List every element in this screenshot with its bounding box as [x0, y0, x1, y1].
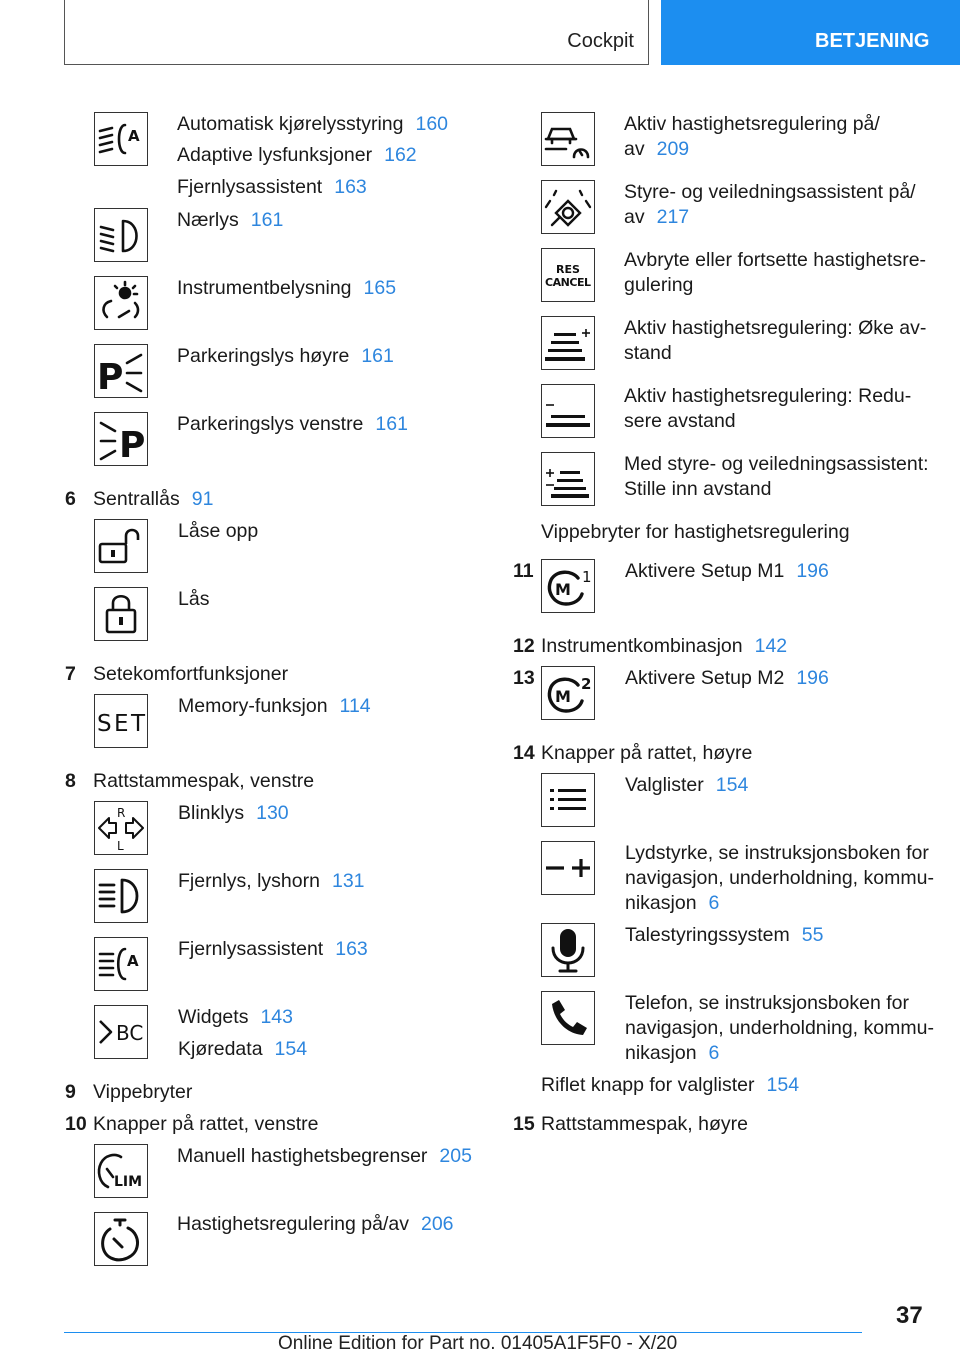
list-item: Talestyringssystem 55 — [625, 924, 824, 946]
footer-edition: Online Edition for Part no. 01405A1F5F0 - X/20 — [278, 1333, 678, 1354]
lock-icon — [94, 587, 148, 641]
volume-icon — [541, 841, 595, 895]
list-item: Styre- og veiledningsassistent på/ — [624, 181, 916, 203]
list-item: Kjøredata 154 — [178, 1038, 308, 1060]
item-title: Setekomfortfunksjoner — [93, 663, 289, 685]
svg-text:P: P — [119, 425, 146, 465]
list-item: Stille inn avstand — [624, 478, 772, 500]
list-item: Widgets 143 — [178, 1006, 293, 1028]
list-item: Aktiv hastighetsregulering: Øke av- — [624, 317, 927, 339]
list-item: av 209 — [624, 138, 690, 160]
svg-text:M: M — [555, 580, 571, 599]
item-title: Rattstammespak, venstre — [93, 770, 315, 792]
list-item: Lås — [178, 588, 210, 610]
automatic-high-beam-icon — [94, 112, 148, 166]
list-item: Aktivere Setup M2 196 — [625, 667, 829, 689]
list-item: Aktiv hastighetsregulering: Redu- — [624, 385, 912, 407]
svg-text:2: 2 — [581, 675, 592, 693]
list-item: Hastighetsregulering på/av 206 — [177, 1213, 454, 1235]
list-item: Lydstyrke, se instruksjonsboken for — [625, 842, 929, 864]
cancel-label: CANCEL — [545, 276, 591, 289]
item-number: 11 — [513, 560, 534, 582]
list-item: navigasjon, underholdning, kommu- — [625, 867, 934, 889]
list-item: Adaptive lysfunksjoner 162 — [177, 144, 417, 166]
header-section-box — [64, 0, 649, 65]
phone-icon — [541, 991, 595, 1045]
svg-text:R: R — [117, 806, 126, 820]
parking-light-left-icon — [94, 412, 148, 466]
item-number: 8 — [65, 770, 76, 792]
turn-signal-icon — [94, 801, 148, 855]
active-cruise-control-icon — [541, 112, 595, 166]
svg-text:LIM: LIM — [114, 1174, 143, 1190]
list-item: Aktiv hastighetsregulering på/ — [624, 113, 880, 135]
list-item: Parkeringslys venstre 161 — [177, 413, 408, 435]
svg-text:1: 1 — [582, 568, 592, 586]
low-beam-icon — [94, 208, 148, 262]
item-title: Knapper på rattet, høyre — [541, 742, 753, 764]
svg-text:BC: BC — [116, 1021, 144, 1045]
bc-icon — [94, 1005, 148, 1059]
unlock-icon — [94, 519, 148, 573]
svg-text:L: L — [117, 839, 124, 853]
page-number: 37 — [896, 1302, 923, 1329]
list-item: Telefon, se instruksjonsboken for — [625, 992, 909, 1014]
list-item: Memory-funksjon 114 — [178, 695, 371, 717]
item-number: 12 — [513, 635, 535, 657]
item-number: 10 — [65, 1113, 87, 1135]
header-chapter-tab — [661, 0, 960, 65]
microphone-icon — [541, 923, 595, 977]
res-cancel-icon — [541, 248, 595, 302]
header-section: Cockpit — [567, 30, 634, 52]
list-item: Låse opp — [178, 520, 259, 542]
list-item: Avbryte eller fortsette hastighetsre- — [624, 249, 927, 271]
svg-text:SET: SET — [97, 711, 145, 737]
header-chapter: BETJENING — [815, 30, 930, 52]
list-item: Automatisk kjørelysstyring 160 — [177, 113, 449, 135]
distance-decrease-icon — [541, 384, 595, 438]
list-item: Aktivere Setup M1 196 — [625, 560, 829, 582]
svg-text:A: A — [127, 952, 139, 970]
setup-m2-icon — [541, 666, 595, 720]
instrument-lighting-icon — [94, 276, 148, 330]
setup-m1-icon — [541, 559, 595, 613]
list-item: Valglister 154 — [625, 774, 749, 796]
item-number: 6 — [65, 488, 76, 510]
item-number: 9 — [65, 1081, 76, 1103]
list-item: nikasjon 6 — [625, 892, 720, 914]
list-item: Blinklys 130 — [178, 802, 289, 824]
list-icon — [541, 773, 595, 827]
item-title: Sentrallås 91 — [93, 488, 214, 510]
list-item: navigasjon, underholdning, kommu- — [625, 1017, 934, 1039]
parking-light-right-icon — [94, 344, 148, 398]
svg-text:M: M — [555, 687, 571, 706]
item-title: Instrumentkombinasjon 142 — [541, 635, 788, 657]
list-item: nikasjon 6 — [625, 1042, 720, 1064]
high-beam-assistant-icon — [94, 937, 148, 991]
item-title: Knapper på rattet, venstre — [93, 1113, 319, 1135]
cruise-control-icon — [94, 1212, 148, 1266]
list-item: Nærlys 161 — [177, 209, 284, 231]
svg-text:A: A — [128, 127, 140, 145]
res-label: RES — [556, 263, 580, 276]
set-icon — [94, 694, 148, 748]
list-item: Fjernlysassistent 163 — [177, 176, 367, 198]
item-number: 14 — [513, 742, 535, 764]
speed-limiter-icon — [94, 1144, 148, 1198]
list-item: Manuell hastighetsbegrenser 205 — [177, 1145, 472, 1167]
distance-increase-icon — [541, 316, 595, 370]
item-number: 13 — [513, 667, 535, 689]
item-title: Vippebryter — [93, 1081, 193, 1103]
distance-set-icon — [541, 452, 595, 506]
item-title: Rattstammespak, høyre — [541, 1113, 748, 1135]
item-number: 7 — [65, 663, 76, 685]
rocker-label: Vippebryter for hastighetsregulering — [541, 521, 850, 543]
list-item: sere avstand — [624, 410, 736, 432]
list-item: stand — [624, 342, 672, 364]
list-item: gulering — [624, 274, 694, 296]
steering-assistant-icon — [541, 180, 595, 234]
svg-text:P: P — [97, 357, 124, 397]
item-number: 15 — [513, 1113, 535, 1135]
list-item: Riflet knapp for valglister 154 — [541, 1074, 800, 1096]
high-beam-icon — [94, 869, 148, 923]
list-item: Instrumentbelysning 165 — [177, 277, 397, 299]
list-item: Fjernlys, lyshorn 131 — [178, 870, 365, 892]
list-item: av 217 — [624, 206, 690, 228]
list-item: Parkeringslys høyre 161 — [177, 345, 394, 367]
list-item: Med styre- og veiledningsassistent: — [624, 453, 929, 475]
list-item: Fjernlysassistent 163 — [178, 938, 368, 960]
